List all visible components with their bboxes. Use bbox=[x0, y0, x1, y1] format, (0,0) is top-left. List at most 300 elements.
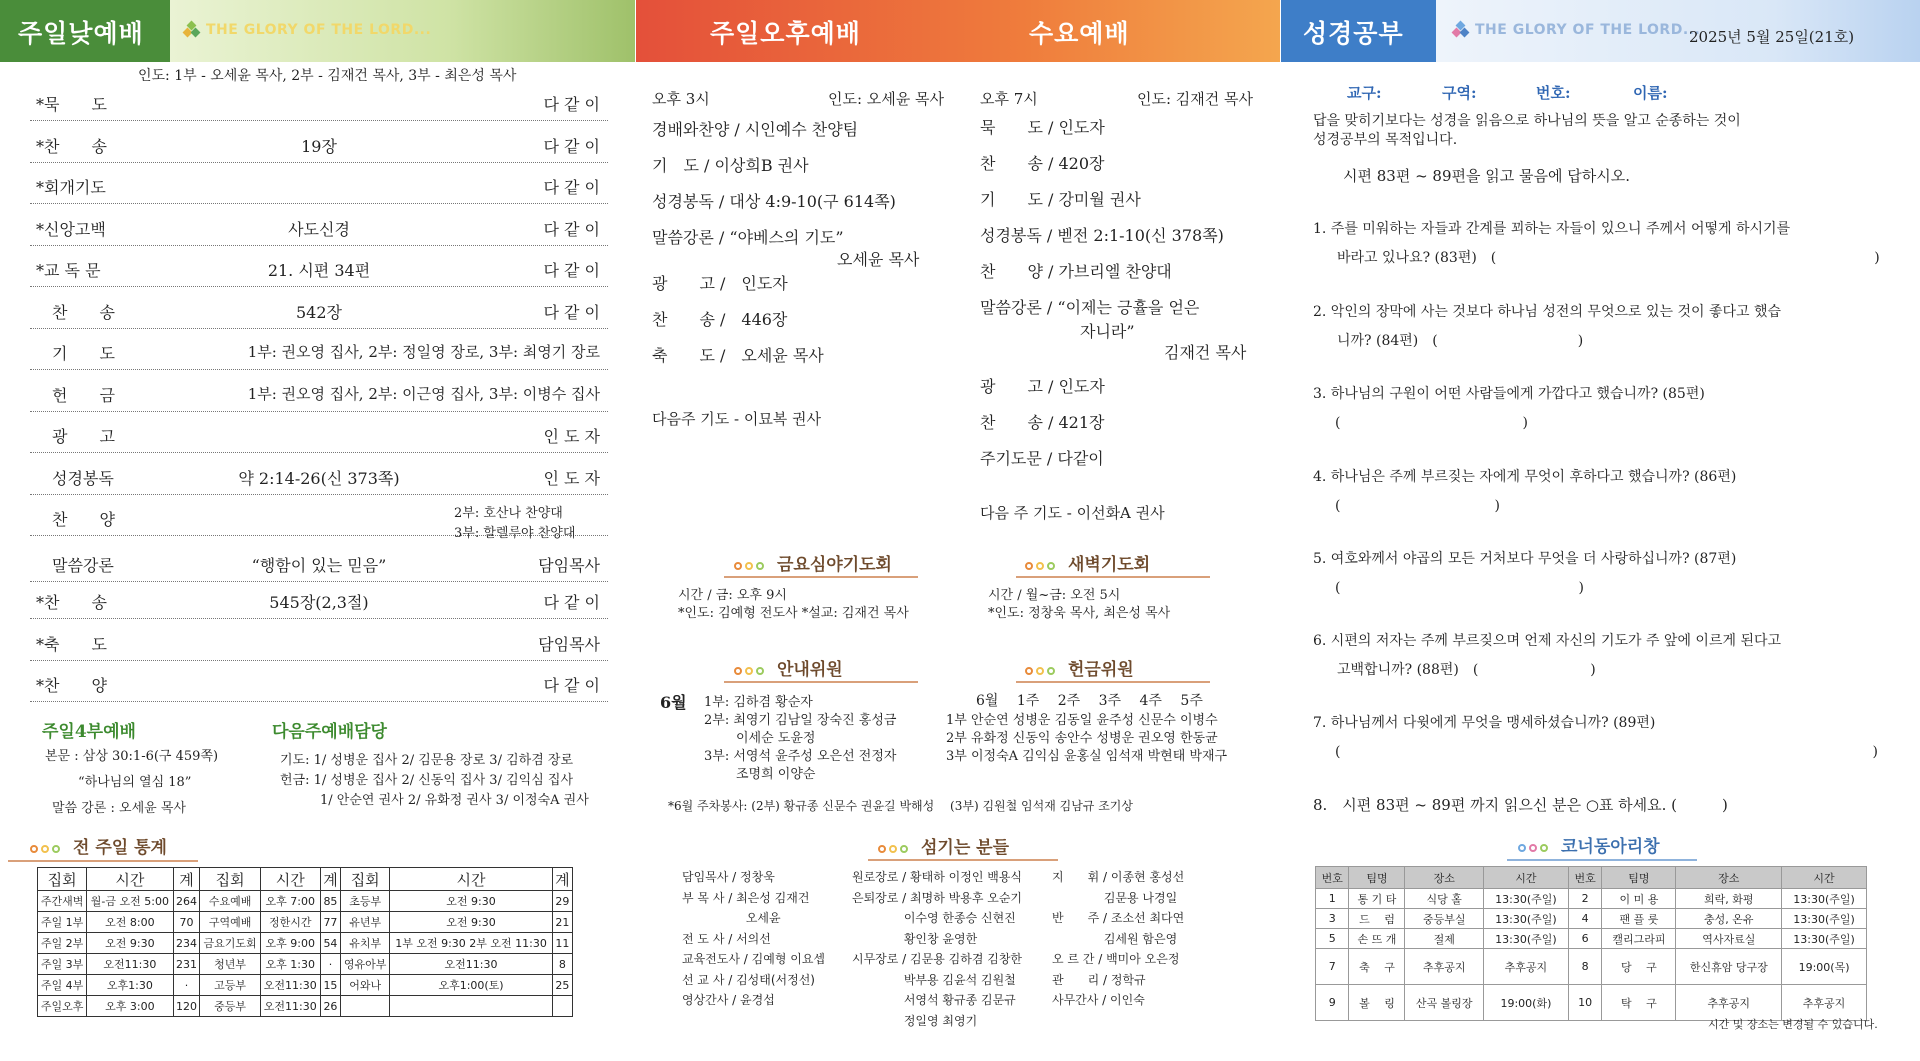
afternoon-next-prayer: 다음주 기도 - 이묘복 권사 bbox=[652, 410, 822, 428]
clubs-cell: 충성, 온유 bbox=[1676, 909, 1782, 929]
clubs-cell: 통 기 타 bbox=[1349, 889, 1405, 909]
stats-cell: 25 bbox=[552, 975, 572, 996]
stats-cell: 영유아부 bbox=[341, 954, 390, 975]
friday-time: 시간 / 금: 오후 9시 bbox=[678, 588, 787, 603]
clubs-cell: 13:30(주일) bbox=[1782, 929, 1867, 949]
dots-icon bbox=[30, 838, 63, 858]
question-line: 8. 시편 83편 ~ 89편 까지 읽으신 분은 ○표 하세요. ( ) bbox=[1313, 796, 1728, 814]
stats-row bbox=[38, 933, 573, 954]
stats-cell: 오후 1:30 bbox=[260, 954, 320, 975]
glory-text-1: THE GLORY OF THE LORD... bbox=[184, 22, 431, 38]
servant-line: 황인창 윤영한 bbox=[852, 931, 978, 946]
stats-cell: 주일 4부 bbox=[38, 975, 87, 996]
clubs-row bbox=[1316, 949, 1867, 985]
dots-icon bbox=[1025, 555, 1058, 575]
dots-icon bbox=[734, 660, 767, 680]
servant-line: 오세윤 bbox=[682, 911, 781, 925]
clubs-cell: 축 구 bbox=[1349, 949, 1405, 985]
order-content: 21. 시편 34편 bbox=[267, 261, 371, 280]
stats-cell: 11 bbox=[552, 933, 572, 954]
clubs-cell: 절제 bbox=[1405, 929, 1484, 949]
servant-line: 담임목사 / 정창욱 bbox=[682, 870, 775, 884]
clubs-table bbox=[1315, 866, 1867, 1021]
ushers-underline bbox=[724, 681, 918, 683]
offering-underline bbox=[1016, 681, 1210, 683]
order-label: *찬 양 bbox=[36, 676, 107, 695]
stats-cell: 26 bbox=[320, 996, 340, 1017]
clubs-cell: 산곡 볼링장 bbox=[1405, 985, 1484, 1021]
order-row bbox=[30, 661, 608, 702]
stats-cell: 오후 9:00 bbox=[260, 933, 320, 954]
order-row bbox=[30, 163, 608, 204]
servant-line: 부 목 사 / 최은성 김재건 bbox=[682, 890, 810, 905]
order-label: 찬 송 bbox=[36, 302, 115, 322]
clubs-cell: 캘리그라피 bbox=[1602, 929, 1676, 949]
stats-underline bbox=[8, 860, 198, 862]
servant-line: 원로장로 / 황태하 이정인 백용식 bbox=[852, 870, 1022, 884]
question-line: ( ) bbox=[1335, 415, 1528, 431]
order-leader: 다 같 이 bbox=[543, 676, 600, 695]
dots-icon bbox=[1518, 837, 1551, 857]
header-study: 성경공부 bbox=[1281, 0, 1436, 62]
clubs-cell: 5 bbox=[1316, 929, 1349, 949]
servant-line: 반 주 / 조소선 최다연 bbox=[1052, 911, 1185, 925]
question-line: ( ) bbox=[1335, 498, 1500, 514]
clubs-cell: 역사자료실 bbox=[1676, 929, 1782, 949]
stats-cell: 월-금 오전 5:00 bbox=[87, 891, 173, 912]
clubs-underline bbox=[1507, 859, 1697, 861]
dawn-time: 시간 / 월~금: 오전 5시 bbox=[988, 588, 1121, 603]
stats-header: 집회 bbox=[38, 868, 87, 891]
clubs-cell: 19:00(화) bbox=[1484, 985, 1569, 1021]
wed-next-prayer: 다음 주 기도 - 이선화A 권사 bbox=[980, 504, 1165, 522]
stats-cell: 234 bbox=[173, 933, 200, 954]
dots-icon bbox=[878, 838, 911, 858]
ushers-4: 3부: 서영석 윤주성 오은선 전정자 bbox=[704, 749, 897, 764]
ushers-1: 1부: 김하겸 황순자 bbox=[704, 695, 813, 710]
question-line: 7. 하나님께서 다윗에게 무엇을 맹세하셨습니까? (89편) bbox=[1313, 715, 1656, 731]
stats-cell: 오전 9:30 bbox=[87, 933, 173, 954]
wed-preacher: 김재건 목사 bbox=[1164, 343, 1247, 362]
order-label: *찬 송 bbox=[36, 136, 107, 156]
clubs-header: 번호 bbox=[1568, 867, 1601, 889]
order-row bbox=[30, 454, 608, 495]
stats-header: 계 bbox=[173, 868, 200, 891]
stats-cell: 중등부 bbox=[200, 996, 260, 1017]
stats-cell: 54 bbox=[320, 933, 340, 954]
stats-cell: 오전11:30 bbox=[260, 975, 320, 996]
order-row bbox=[30, 329, 608, 370]
order-line: 경배와찬양 / 시인예수 찬양팀 bbox=[652, 120, 859, 139]
order-row bbox=[30, 412, 608, 453]
stats-cell: 오전 8:00 bbox=[87, 912, 173, 933]
dawn-leaders: *인도: 정창욱 목사, 최은성 목사 bbox=[988, 606, 1171, 621]
glory-text-2: THE GLORY OF THE LORD... bbox=[1453, 22, 1700, 38]
question-line: 바라고 있나요? (83편) ( ) bbox=[1337, 250, 1880, 266]
stats-cell: 유년부 bbox=[341, 912, 390, 933]
clubs-note: 시간 및 장소는 변경될 수 있습니다. bbox=[1708, 1018, 1878, 1031]
order-content: 19장 bbox=[301, 136, 337, 156]
order-row bbox=[30, 288, 608, 329]
clubs-cell: 8 bbox=[1568, 949, 1601, 985]
clubs-cell: 13:30(주일) bbox=[1782, 909, 1867, 929]
order-line: 찬 송 / 421장 bbox=[980, 413, 1105, 432]
clubs-cell: 탁 구 bbox=[1602, 985, 1676, 1021]
clubs-header: 장소 bbox=[1405, 867, 1484, 889]
stats-cell: 주일 3부 bbox=[38, 954, 87, 975]
friday-leaders: *인도: 김예형 전도사 *설교: 김재건 목사 bbox=[678, 606, 909, 621]
servant-line: 김문용 나경일 bbox=[1052, 890, 1178, 905]
offering-title: 헌금위원 bbox=[1025, 655, 1134, 680]
parking-volunteers: *6월 주차봉사: (2부) 황규종 신문수 권윤길 박해성 (3부) 김원철 임석재 김남규 조기상 bbox=[668, 799, 1133, 813]
wed-leader: 인도: 김재건 목사 bbox=[1137, 90, 1254, 108]
service4-title: 주일4부예배 bbox=[42, 722, 136, 742]
order-label: *찬 송 bbox=[36, 593, 107, 612]
stats-cell: 오후1:00(토) bbox=[390, 975, 552, 996]
study-intro-2: 성경공부의 목적입니다. bbox=[1313, 132, 1458, 148]
question-line: ( ) bbox=[1335, 580, 1584, 596]
stats-header: 계 bbox=[320, 868, 340, 891]
stats-title: 전 주일 통계 bbox=[30, 833, 167, 858]
stats-row bbox=[38, 891, 573, 912]
order-line: 주기도문 / 다같이 bbox=[980, 449, 1104, 468]
ushers-3: 이세순 도윤정 bbox=[736, 731, 816, 746]
next-week-title: 다음주예배담당 bbox=[272, 722, 387, 742]
clubs-title: 코너동아리창 bbox=[1518, 832, 1660, 857]
stats-cell: 77 bbox=[320, 912, 340, 933]
clubs-cell: 13:30(주일) bbox=[1484, 889, 1569, 909]
servants-underline bbox=[868, 859, 1058, 861]
stats-cell: 85 bbox=[320, 891, 340, 912]
study-intro-1: 답을 맞히기보다는 성경을 읽음으로 하나님의 뜻을 알고 순종하는 것이 bbox=[1313, 113, 1741, 129]
clubs-cell: 19:00(목) bbox=[1782, 949, 1867, 985]
stats-cell: 오후 7:00 bbox=[260, 891, 320, 912]
diamond-icon bbox=[1453, 22, 1469, 38]
order-row bbox=[30, 122, 608, 163]
servant-line: 전 도 사 / 서의선 bbox=[682, 931, 771, 946]
stats-cell: 21 bbox=[552, 912, 572, 933]
servant-line: 사무간사 / 이인숙 bbox=[1052, 993, 1145, 1007]
clubs-cell: 한신휴암 당구장 bbox=[1676, 949, 1782, 985]
header-afternoon-wed: 주일오후예배 수요예배 bbox=[636, 0, 1280, 62]
clubs-cell: 13:30(주일) bbox=[1484, 929, 1569, 949]
stats-cell: 구역예배 bbox=[200, 912, 260, 933]
offering-row-2: 2부 유화정 신동익 송안수 성병운 권오영 한동균 bbox=[946, 731, 1218, 746]
stats-header: 계 bbox=[552, 868, 572, 891]
service4-preacher: 말씀 강론 : 오세윤 목사 bbox=[52, 801, 186, 816]
stats-table bbox=[37, 867, 573, 1017]
question-line: 6. 시편의 저자는 주께 부르짖으며 언제 자신의 기도가 주 앞에 이르게 된다고 bbox=[1313, 633, 1782, 649]
next-prayer: 기도: 1/ 성병운 집사 2/ 김문용 장로 3/ 김하겸 장로 bbox=[280, 753, 574, 768]
order-content: 542장 bbox=[296, 302, 342, 322]
stats-cell: 초등부 bbox=[341, 891, 390, 912]
stats-cell bbox=[552, 996, 572, 1017]
clubs-cell: 볼 링 bbox=[1349, 985, 1405, 1021]
dots-icon bbox=[1025, 660, 1058, 680]
servant-line: 이수영 한종승 신현진 bbox=[852, 911, 1016, 925]
stats-cell: 금요기도회 bbox=[200, 933, 260, 954]
clubs-cell: 10 bbox=[1568, 985, 1601, 1021]
order-leader: 다 같 이 bbox=[543, 178, 600, 197]
servant-line: 영상간사 / 윤경섭 bbox=[682, 993, 775, 1007]
clubs-cell: 추후공지 bbox=[1405, 949, 1484, 985]
order-line: 말씀강론 / “야베스의 기도” bbox=[652, 228, 844, 247]
question-line: ( ) bbox=[1335, 744, 1878, 760]
choir-2: 2부: 호산나 찬양대 bbox=[454, 506, 563, 521]
ushers-5: 조명희 이양순 bbox=[736, 767, 816, 782]
diamond-icon bbox=[184, 22, 200, 38]
clubs-cell: 추후공지 bbox=[1676, 985, 1782, 1021]
clubs-row bbox=[1316, 889, 1867, 909]
question-line: 니까? (84편) ( ) bbox=[1337, 333, 1584, 349]
next-offering: 헌금: 1/ 성병운 집사 2/ 신동익 집사 3/ 김익심 집사 bbox=[280, 773, 574, 788]
clubs-cell: 13:30(주일) bbox=[1484, 909, 1569, 929]
order-label: 헌 금 bbox=[36, 385, 115, 405]
afternoon-time: 오후 3시 bbox=[652, 90, 710, 108]
study-field-label: 이름: bbox=[1633, 84, 1668, 102]
order-leader: 1부: 권오영 집사, 2부: 정일영 장로, 3부: 최영기 장로 bbox=[247, 343, 600, 361]
offering-header: 6월 1주 2주 3주 4주 5주 bbox=[976, 693, 1203, 709]
stats-cell: 정한시간 bbox=[260, 912, 320, 933]
clubs-header: 장소 bbox=[1676, 867, 1782, 889]
order-leader: 다 같 이 bbox=[543, 95, 600, 114]
stats-row bbox=[38, 975, 573, 996]
stats-cell: 주일오후 bbox=[38, 996, 87, 1017]
servant-line: 박부용 김윤석 김원철 bbox=[852, 972, 1016, 987]
clubs-cell: 4 bbox=[1568, 909, 1601, 929]
stats-header: 시간 bbox=[87, 868, 173, 891]
order-line: 묵 도 / 인도자 bbox=[980, 118, 1105, 137]
choir-3: 3부: 할렐루야 찬양대 bbox=[454, 526, 576, 541]
order-line: 성경봉독 / 대상 4:9-10(구 614쪽) bbox=[652, 192, 896, 211]
stats-cell: 오전11:30 bbox=[87, 954, 173, 975]
clubs-cell: 손 뜨 개 bbox=[1349, 929, 1405, 949]
order-line: 기 도 / 강미월 권사 bbox=[980, 190, 1141, 209]
stats-cell: 8 bbox=[552, 954, 572, 975]
clubs-header: 시간 bbox=[1782, 867, 1867, 889]
order-line: 말씀강론 / “이제는 긍휼을 얻은 bbox=[980, 298, 1200, 317]
stats-row bbox=[38, 954, 573, 975]
clubs-header: 팀명 bbox=[1602, 867, 1676, 889]
ushers-title: 안내위원 bbox=[734, 655, 843, 680]
order-leader: 다 같 이 bbox=[543, 261, 600, 280]
question-line: 3. 하나님의 구원이 어떤 사람들에게 가깝다고 했습니까? (85편) bbox=[1313, 386, 1705, 402]
header-morning: 주일낮예배 bbox=[0, 0, 170, 62]
order-line: 성경봉독 / 벧전 2:1-10(신 378쪽) bbox=[980, 226, 1224, 245]
stats-row bbox=[38, 912, 573, 933]
clubs-cell: 3 bbox=[1316, 909, 1349, 929]
friday-underline bbox=[724, 576, 918, 578]
servant-line: 선 교 사 / 김성태(서정선) bbox=[682, 972, 815, 987]
order-label: 성경봉독 bbox=[36, 468, 114, 488]
servant-line: 지 휘 / 이종현 홍성선 bbox=[1052, 870, 1185, 884]
clubs-cell: 6 bbox=[1568, 929, 1601, 949]
wed-time: 오후 7시 bbox=[980, 90, 1038, 108]
study-field-label: 구역: bbox=[1442, 84, 1477, 102]
servant-line: 교육전도사 / 김예형 이요셉 bbox=[682, 952, 825, 966]
order-label: 광 고 bbox=[36, 427, 115, 446]
stats-cell bbox=[390, 996, 552, 1017]
study-instruction: 시편 83편 ~ 89편을 읽고 물음에 답하시오. bbox=[1343, 167, 1630, 185]
clubs-cell: 1 bbox=[1316, 889, 1349, 909]
stats-cell: 120 bbox=[173, 996, 200, 1017]
order-row bbox=[30, 246, 608, 287]
servant-line: 관 리 / 정학규 bbox=[1052, 972, 1146, 987]
stats-cell: 수요예배 bbox=[200, 891, 260, 912]
order-leader: 다 같 이 bbox=[543, 219, 600, 239]
stats-cell: 오전11:30 bbox=[390, 954, 552, 975]
stats-cell: 유치부 bbox=[341, 933, 390, 954]
order-leader: 인 도 자 bbox=[543, 427, 600, 446]
afternoon-leader: 인도: 오세윤 목사 bbox=[828, 90, 945, 108]
order-line: 광 고 / 인도자 bbox=[652, 274, 788, 293]
stats-cell: 1부 오전 9:30 2부 오전 11:30 bbox=[390, 933, 552, 954]
order-line: 광 고 / 인도자 bbox=[980, 377, 1105, 396]
next-offering-2: 1/ 안순연 권사 2/ 유화정 권사 3/ 이정숙A 권사 bbox=[320, 793, 589, 808]
servant-line: 은퇴장로 / 최명하 박용후 오순기 bbox=[852, 890, 1022, 905]
order-label: *회개기도 bbox=[36, 178, 106, 197]
servant-line: 정일영 최영기 bbox=[852, 1013, 978, 1028]
stats-cell: 오전 9:30 bbox=[390, 912, 552, 933]
stats-header: 시간 bbox=[390, 868, 552, 891]
stats-cell: 오후 3:00 bbox=[87, 996, 173, 1017]
order-leader: 다 같 이 bbox=[543, 593, 600, 612]
offering-row-1: 1부 안순연 성병운 김동일 윤주성 신문수 이병수 bbox=[946, 713, 1218, 728]
servant-line: 서영석 황규종 김문규 bbox=[852, 993, 1016, 1007]
clubs-cell: 추후공지 bbox=[1484, 949, 1569, 985]
stats-cell: 주간새벽 bbox=[38, 891, 87, 912]
dots-icon bbox=[734, 555, 767, 575]
order-line: 찬 송 / 446장 bbox=[652, 310, 788, 329]
stats-cell: 오전11:30 bbox=[260, 996, 320, 1017]
stats-cell: 주일 2부 bbox=[38, 933, 87, 954]
afternoon-preacher: 오세윤 목사 bbox=[837, 250, 920, 269]
stats-row bbox=[38, 996, 573, 1017]
order-label: *신앙고백 bbox=[36, 219, 106, 239]
order-content: 사도신경 bbox=[288, 219, 350, 239]
question-line: 고백합니까? (88편) ( ) bbox=[1337, 662, 1596, 678]
clubs-header: 시간 bbox=[1484, 867, 1569, 889]
question-line: 4. 하나님은 주께 부르짖는 자에게 무엇이 후하다고 했습니까? (86편) bbox=[1313, 469, 1737, 485]
order-line: 기 도 / 이상희B 권사 bbox=[652, 156, 809, 175]
morning-leaders: 인도: 1부 - 오세윤 목사, 2부 - 김재건 목사, 3부 - 최은성 목사 bbox=[138, 68, 517, 84]
order-line: 찬 송 / 420장 bbox=[980, 154, 1105, 173]
clubs-header: 번호 bbox=[1316, 867, 1349, 889]
order-label: 말씀강론 bbox=[36, 555, 114, 575]
stats-cell: 231 bbox=[173, 954, 200, 975]
order-leader: 담임목사 bbox=[538, 634, 600, 654]
order-leader: 담임목사 bbox=[538, 555, 600, 575]
clubs-cell: 7 bbox=[1316, 949, 1349, 985]
order-content: 약 2:14-26(신 373쪽) bbox=[238, 468, 400, 488]
clubs-cell: 식당 홀 bbox=[1405, 889, 1484, 909]
order-row bbox=[30, 205, 608, 246]
order-label: 찬 양 bbox=[36, 510, 115, 529]
order-row bbox=[30, 541, 608, 582]
clubs-cell: 희락, 화평 bbox=[1676, 889, 1782, 909]
servants-title: 섬기는 분들 bbox=[878, 833, 1009, 858]
stats-cell: 고등부 bbox=[200, 975, 260, 996]
stats-cell: 오후1:30 bbox=[87, 975, 173, 996]
order-row bbox=[30, 578, 608, 619]
servant-line: 오 르 간 / 백미아 오은정 bbox=[1052, 952, 1180, 966]
stats-cell: 264 bbox=[173, 891, 200, 912]
servant-line: 김세원 함은영 bbox=[1052, 931, 1178, 946]
order-content: 545장(2,3절) bbox=[269, 593, 369, 612]
ushers-2: 2부: 최영기 김남일 장숙진 홍성금 bbox=[704, 713, 897, 728]
dawn-title: 새벽기도회 bbox=[1025, 550, 1150, 575]
stats-cell: 29 bbox=[552, 891, 572, 912]
stats-cell: 15 bbox=[320, 975, 340, 996]
clubs-cell: 2 bbox=[1568, 889, 1601, 909]
stats-cell: 70 bbox=[173, 912, 200, 933]
friday-title: 금요심야기도회 bbox=[734, 550, 892, 575]
stats-cell: 주일 1부 bbox=[38, 912, 87, 933]
order-leader: 다 같 이 bbox=[543, 302, 600, 322]
clubs-cell: 팬 플 룻 bbox=[1602, 909, 1676, 929]
servants-col-2 bbox=[852, 867, 1022, 1031]
stats-header: 시간 bbox=[260, 868, 320, 891]
stats-header: 집회 bbox=[341, 868, 390, 891]
dawn-underline bbox=[1016, 576, 1210, 578]
order-label: *묵 도 bbox=[36, 95, 107, 114]
clubs-cell: 추후공지 bbox=[1782, 985, 1867, 1021]
order-row bbox=[30, 620, 608, 661]
clubs-row bbox=[1316, 909, 1867, 929]
study-field-label: 교구: bbox=[1347, 84, 1382, 102]
wed-sermon-2: 자니라” bbox=[1080, 322, 1135, 341]
clubs-cell: 13:30(주일) bbox=[1782, 889, 1867, 909]
order-label: 기 도 bbox=[36, 344, 115, 363]
stats-cell: 오전 9:30 bbox=[390, 891, 552, 912]
stats-cell: · bbox=[320, 954, 340, 975]
clubs-cell: 9 bbox=[1316, 985, 1349, 1021]
order-content: “행함이 있는 믿음” bbox=[251, 555, 387, 575]
servant-line: 시무장로 / 김문용 김하겸 김창한 bbox=[852, 952, 1022, 966]
order-label: *교 독 문 bbox=[36, 261, 101, 280]
study-field-label: 번호: bbox=[1536, 84, 1571, 102]
clubs-header: 팀명 bbox=[1349, 867, 1405, 889]
offering-row-3: 3부 이정숙A 김익심 윤홍실 임석재 박현태 박재구 bbox=[946, 749, 1228, 764]
stats-header: 집회 bbox=[200, 868, 260, 891]
service4-text: 본문 : 삼상 30:1-6(구 459쪽) bbox=[45, 749, 219, 764]
order-row bbox=[30, 80, 608, 121]
stats-cell: · bbox=[173, 975, 200, 996]
servants-col-1 bbox=[682, 867, 825, 1011]
clubs-row bbox=[1316, 929, 1867, 949]
stats-cell: 청년부 bbox=[200, 954, 260, 975]
service4-sermon: “하나님의 열심 18” bbox=[78, 775, 192, 790]
order-line: 축 도 / 오세윤 목사 bbox=[652, 346, 824, 365]
order-leader: 다 같 이 bbox=[543, 136, 600, 156]
order-row bbox=[30, 371, 608, 412]
question-line: 2. 악인의 장막에 사는 것보다 하나님 성전의 무엇으로 있는 것이 좋다고 했습 bbox=[1313, 304, 1782, 320]
question-line: 1. 주를 미워하는 자들과 간계를 꾀하는 자들이 있으니 주께서 어떻게 하시기를 bbox=[1313, 221, 1791, 237]
clubs-cell: 중등부실 bbox=[1405, 909, 1484, 929]
order-leader: 인 도 자 bbox=[543, 468, 600, 488]
stats-cell bbox=[341, 996, 390, 1017]
order-line: 찬 양 / 가브리엘 찬양대 bbox=[980, 262, 1172, 281]
servants-col-3 bbox=[1052, 867, 1184, 1011]
clubs-cell: 드 럼 bbox=[1349, 909, 1405, 929]
clubs-cell: 당 구 bbox=[1602, 949, 1676, 985]
question-line: 5. 여호와께서 야곱의 모든 거처보다 무엇을 더 사랑하십니까? (87편) bbox=[1313, 551, 1737, 567]
clubs-cell: 이 미 용 bbox=[1602, 889, 1676, 909]
ushers-month: 6월 bbox=[660, 693, 687, 712]
order-leader: 1부: 권오영 집사, 2부: 이근영 집사, 3부: 이병수 집사 bbox=[247, 384, 600, 403]
stats-cell: 어와나 bbox=[341, 975, 390, 996]
issue-date: 2025년 5월 25일(21호) bbox=[1689, 28, 1855, 46]
